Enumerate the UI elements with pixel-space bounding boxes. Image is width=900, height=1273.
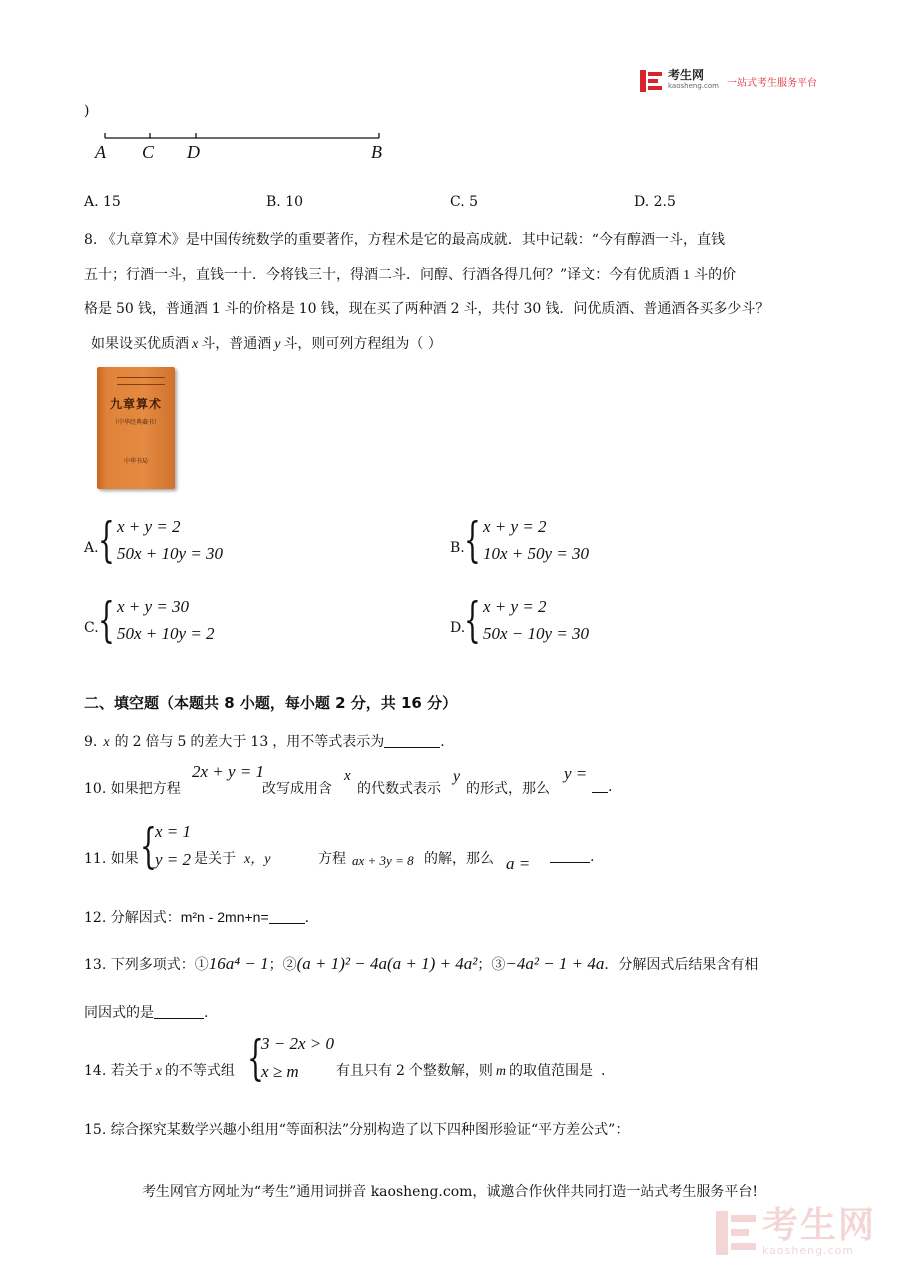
q8-option-c-eq2: 50x + 10y = 2	[117, 624, 215, 643]
q10-text-b: 改写成用含	[262, 781, 332, 797]
q11-brace: {	[140, 818, 157, 874]
logo-wordmark: 考生网 kaosheng.com	[668, 68, 719, 90]
q14-ineq2: x ≥ m	[261, 1062, 299, 1081]
q10-text-d: 的形式，那么	[466, 781, 550, 797]
q8-option-a-eq1: x + y = 2	[117, 517, 181, 536]
q8-option-c-label: C.	[84, 620, 99, 636]
q14-suffix: 有且只有 2 个整数解，则 m 的取值范围是 .	[336, 1063, 606, 1079]
point-label-b: B	[371, 142, 382, 162]
q11-eq2: y = 2	[155, 850, 192, 869]
q8-option-c-eq1: x + y = 30	[117, 597, 190, 616]
q14-ineq1: 3 − 2x > 0	[261, 1034, 334, 1053]
q12-answer-blank[interactable]	[269, 909, 305, 924]
q14-prefix: 14. 若关于 x 的不等式组	[84, 1063, 235, 1079]
q10-var-x: x	[344, 768, 351, 784]
q12: 12. 分解因式：m²n - 2mn+n= .	[84, 909, 310, 926]
q15-intro: 15. 综合探究某数学兴趣小组用“等面积法”分别构造了以下四种图形验证“平方差公式”：	[84, 1122, 630, 1138]
q8-option-a-eq2: 50x + 10y = 30	[117, 544, 224, 563]
q8-option-a-brace: {	[98, 512, 115, 568]
q10-var-y: y	[453, 768, 461, 785]
q10-answer-prefix: y =	[564, 764, 588, 783]
section-2-heading: 二、填空题（本题共 8 小题，每小题 2 分，共 16 分）	[84, 694, 458, 712]
q14-brace: {	[247, 1030, 264, 1086]
q11-answer-blank[interactable]	[550, 848, 590, 863]
q8-option-d-label: D.	[450, 620, 466, 636]
q11-text-b: 是关于	[194, 851, 236, 867]
q11-text-d: 的解，那么	[424, 851, 494, 867]
q9-answer-blank[interactable]	[384, 733, 440, 748]
jiuzhang-suanshu-book-image: 九章算术 （中华经典藏书） 中华书局	[97, 367, 175, 489]
q8-option-d-eq2: 50x − 10y = 30	[483, 624, 590, 643]
q11-prefix: 11. 如果	[84, 851, 139, 867]
q8-line-2: 五十；行酒一斗，直钱一十．今将钱三十，得酒二斗．问醇、行酒各得几何？”译文：今有优质酒 1 斗的价	[84, 267, 737, 283]
q8-line-3: 格是 50 钱，普通酒 1 斗的价格是 10 钱，现在买了两种酒 2 斗，共付 30 钱．问优质酒、普通酒各买多少斗？	[84, 301, 770, 317]
point-label-d: D	[187, 142, 200, 162]
q8-option-d-brace: {	[464, 592, 481, 648]
q10-text-c: 的代数式表示	[357, 781, 441, 797]
kaosheng-watermark: 考生网 kaosheng.com	[716, 1208, 876, 1257]
q7-closing-paren: )	[84, 103, 90, 119]
q8-line-1: 8. 《九章算术》是中国传统数学的重要著作，方程术是它的最高成就．其中记载：“今有醇酒一斗，直钱	[84, 232, 725, 248]
q11-eq1: x = 1	[155, 822, 192, 841]
q13-line-1: 13. 下列多项式：①16a⁴ − 1；②(a + 1)² − 4a(a + 1) + 4a²；③−4a² − 1 + 4a．分解因式后结果含有相	[84, 954, 759, 973]
point-label-c: C	[142, 142, 155, 162]
q11-text-c: 方程	[318, 851, 346, 867]
watermark-logo-icon	[716, 1211, 756, 1255]
q11-vars: x，y	[244, 852, 271, 867]
q10-equation: 2x + y = 1	[192, 762, 265, 781]
q11-answer-prefix: a =	[506, 854, 531, 873]
q8-option-c-brace: {	[98, 592, 115, 648]
header-logo	[640, 70, 817, 92]
q11-equation: ax + 3y = 8	[352, 853, 414, 868]
q8-option-b-brace: {	[464, 512, 481, 568]
q8-line-4: 如果设买优质酒 x 斗，普通酒 y 斗，则可列方程组为（ ）	[91, 336, 442, 352]
q7-option-c: C. 5	[450, 194, 479, 210]
q10-prefix: 10. 如果把方程	[84, 781, 181, 797]
q8-option-b-eq1: x + y = 2	[483, 517, 547, 536]
q13-answer-blank[interactable]	[154, 1004, 204, 1019]
q8-option-b-eq2: 10x + 50y = 30	[483, 544, 590, 563]
header-slogan: 一站式考生服务平台	[726, 77, 817, 89]
q7-option-d: D. 2.5	[634, 194, 676, 210]
q13-line-2: 同因式的是 .	[84, 1005, 209, 1021]
q10-answer: .	[592, 778, 612, 795]
footer-note: 考生网官方网址为“考生”通用词拼音 kaosheng.com，诚邀合作伙伴共同打造一站式考生服务平台!	[141, 1184, 759, 1200]
q9: 9. x 的 2 倍与 5 的差大于 13 ，用不等式表示为 .	[84, 734, 445, 750]
kaosheng-logo-icon	[640, 70, 662, 92]
q8-option-b-label: B.	[450, 540, 465, 556]
q7-option-b: B. 10	[266, 194, 304, 210]
q8-option-d-eq1: x + y = 2	[483, 597, 547, 616]
number-line-diagram	[95, 128, 395, 168]
q7-option-a: A. 15	[84, 194, 121, 210]
q8-option-a-label: A.	[84, 540, 99, 556]
point-label-a: A	[95, 142, 106, 162]
q11-answer: .	[550, 848, 594, 865]
q10-answer-blank[interactable]	[592, 778, 608, 793]
